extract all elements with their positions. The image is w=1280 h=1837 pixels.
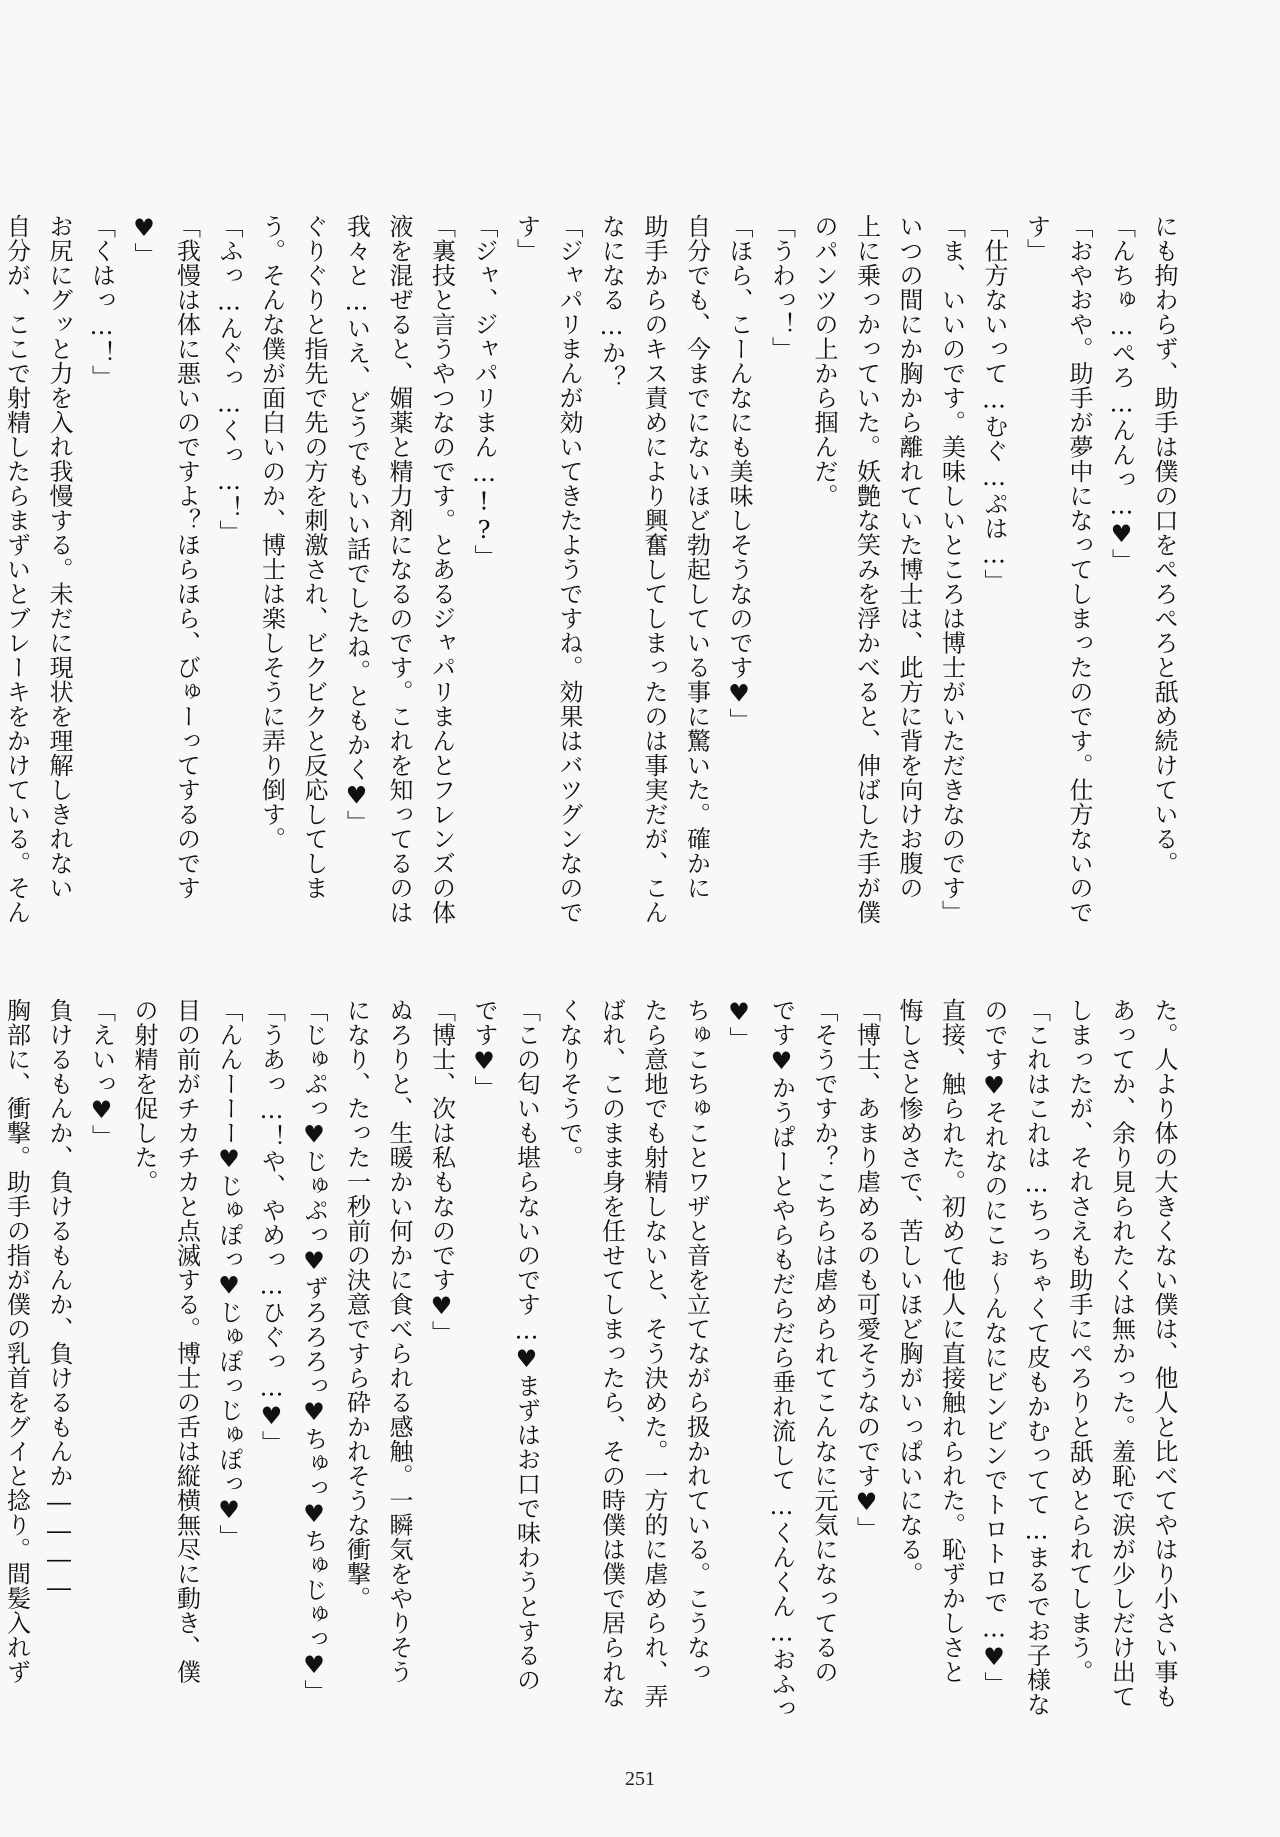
text-column: しまったが、それさえも助手にぺろりと舐めとられてしまう。	[1065, 998, 1093, 1684]
lower-text-block	[2, 998, 1185, 1738]
text-column: 「博士、あまり虐めるのも可愛そうなのです♥」	[852, 998, 881, 1541]
text-column: 自分が、ここで射精したらまずいとブレーキをかけている。そん	[2, 214, 31, 925]
text-column: なになる…か？	[597, 214, 626, 390]
text-column: ぐりぐりと指先で先の方を刺激され、ビクビクと反応してしま	[300, 214, 328, 900]
text-column: ばれ、このまま身を任せてしまったら、その時僕は僕で居られな	[597, 998, 626, 1709]
text-column: ちゅこちゅことワザと音を立てながら扱かれている。こうなっ	[682, 998, 711, 1684]
text-column: 自分でも、今までにないほど勃起している事に驚いた。確かに	[682, 214, 711, 900]
text-column: のパンツの上から掴んだ。	[810, 214, 838, 508]
text-column: ♥」	[130, 214, 158, 267]
text-column: 負けるもんか、負けるもんか、負けるもんか――――	[45, 998, 73, 1602]
text-column: ぬろりと、生暖かい何かに食べられる感触。一瞬気をやりそう	[385, 998, 413, 1684]
text-column: いつの間にか胸から離れていた博士は、此方に背を向けお腹の	[895, 214, 923, 900]
text-column: 「うわっ！」	[767, 214, 796, 361]
text-column: 「仕方ないって…むぐ…ぷは…」	[980, 214, 1008, 594]
text-column: 「ま、いいのです。美味しいところは博士がいただきなのです」	[937, 214, 966, 925]
text-column: 「博士、次は私もなのです♥」	[427, 998, 456, 1345]
text-column: 「えいっ♥」	[87, 998, 116, 1149]
text-column: 「この匂いも堪らないのです…♥まずはお口で味わうとするの	[512, 998, 541, 1692]
text-column: た。人より体の大きくない僕は、他人と比べてやはり小さい事も	[1150, 998, 1178, 1709]
text-column: 「じゅぷっ♥じゅぷっ♥ずろろろっ♥ちゅっ♥ちゅじゅっ♥」	[300, 998, 328, 1704]
text-column: 「うあっ…！や、やめっ…ひぐっ…♥」	[257, 998, 286, 1455]
text-column: になり、たった一秒前の決意ですら砕かれそうな衝撃。	[342, 998, 371, 1611]
text-column: 胸部に、衝撃。助手の指が僕の乳首をグイと捻り。間髪入れず	[2, 998, 31, 1684]
text-column: 「んんーーー♥じゅぽっ♥じゅぽっじゅぽっ♥」	[215, 998, 243, 1549]
text-column: お尻にグッと力を入れ我慢する。未だに現状を理解しきれない	[45, 214, 73, 900]
text-column: の射精を促した。	[130, 998, 158, 1194]
text-column: です♥」	[470, 998, 498, 1100]
text-column: 上に乗っかっていた。妖艶な笑みを浮かべると、伸ばした手が僕	[852, 214, 881, 925]
text-column: ♥」	[725, 998, 753, 1051]
text-column: 「んちゅ…ぺろ…んんっ…♥」	[1107, 214, 1136, 573]
text-column: 「くはっ…！」	[87, 214, 116, 390]
text-column: 「おやおや。助手が夢中になってしまったのです。仕方ないので	[1065, 214, 1093, 925]
text-column: 液を混ぜると、媚薬と精力剤になるのです。これを知ってるのは	[385, 214, 413, 925]
text-column: のです♥それなのにこぉ〜んなにビンビンでトロトロで…♥」	[980, 998, 1008, 1696]
text-column: です♥かうぱーとやらもだらだら垂れ流して…くんくん…おふっ	[767, 998, 796, 1721]
text-column: くなりそうで。	[555, 998, 583, 1170]
text-column: 目の前がチカチカと点滅する。博士の舌は縦横無尽に動き、僕	[172, 998, 201, 1684]
text-column: 「これはこれは…ちっちゃくて皮もかむってて…まるでお子様な	[1022, 998, 1051, 1717]
upper-text-block	[2, 214, 1185, 934]
text-column: 「ジャ、ジャパリまん…!?」	[470, 214, 498, 569]
text-column: 助手からのキス責めにより興奮してしまったのは事実だが、こん	[640, 214, 668, 925]
text-column: 「ふっ…んぐっ…くっ…！」	[215, 214, 243, 545]
text-column: 我々と…いえ、どうでもいい話でしたね。ともかく♥」	[342, 214, 371, 835]
text-column: す」	[1022, 214, 1051, 263]
text-column: 「ジャパリまんが効いてきたようですね。効果はバツグンなので	[555, 214, 583, 925]
text-column: たら意地でも射精しないと、そう決めた。一方的に虐められ、弄	[640, 998, 668, 1709]
text-column: 直接、触られた。初めて他人に直接触れられた。恥ずかしさと	[937, 998, 966, 1684]
text-column: 「我慢は体に悪いのですよ？ほらほら、びゅーってするのです	[172, 214, 201, 900]
text-column: 「裏技と言うやつなのです。とあるジャパリまんとフレンズの体	[427, 214, 456, 925]
text-column: 「そうですか？こちらは虐められてこんなに元気になってるの	[810, 998, 838, 1684]
page-number: 251	[625, 1768, 655, 1790]
text-column: 「ほら、こーんなにも美味しそうなのです♥」	[725, 214, 753, 733]
text-column: あってか、余り見られたくは無かった。羞恥で涙が少しだけ出て	[1107, 998, 1136, 1709]
text-column: 悔しさと惨めさで、苦しいほど胸がいっぱいになる。	[895, 998, 923, 1586]
text-column: にも拘わらず、助手は僕の口をぺろぺろと舐め続けている。	[1150, 214, 1178, 876]
text-column: す」	[512, 214, 541, 263]
text-column: う。そんな僕が面白いのか、博士は楽しそうに弄り倒す。	[257, 214, 286, 851]
